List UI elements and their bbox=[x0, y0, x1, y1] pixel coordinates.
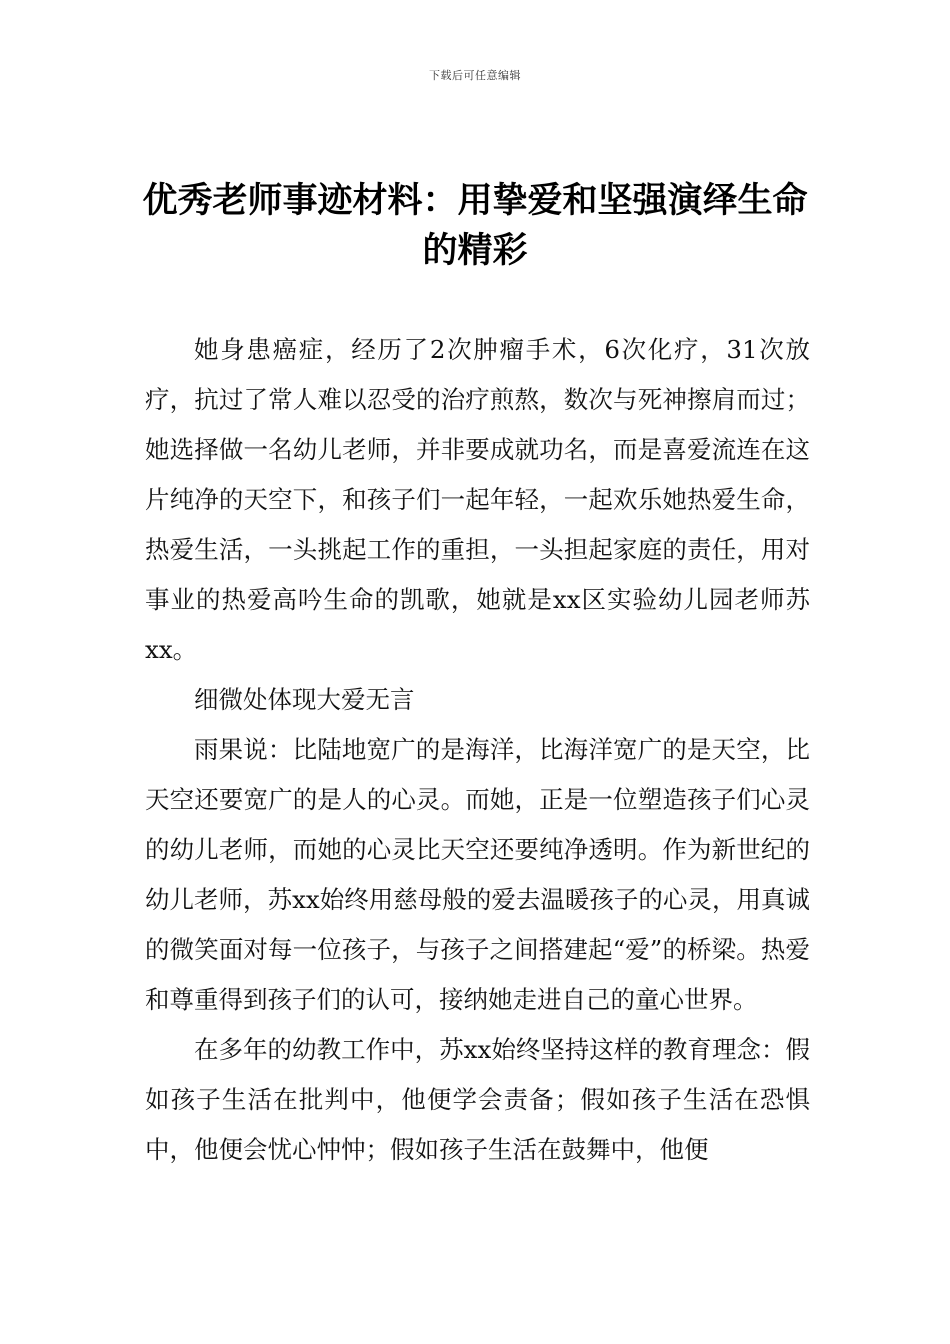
header-note: 下载后可任意编辑 bbox=[429, 69, 521, 82]
document-title: 优秀老师事迹材料：用挚爱和坚强演绎生命的精彩 bbox=[142, 181, 808, 271]
document-body bbox=[145, 325, 810, 1175]
section-heading: 细微处体现大爱无言 bbox=[194, 685, 415, 714]
paragraph-hugo: 雨果说：比陆地宽广的是海洋，比海洋宽广的是天空，比天空还要宽广的是人的心灵。而她，正是一位塑造孩子们心灵的幼儿老师，而她的心灵比天空还要纯净透明。作为新世纪的幼儿老师，苏xx始终用慈母般的爱去温暖孩子的心灵，用真诚的微笑面对每一位孩子，与孩子之间搭建起“爱”的桥梁。热爱和尊重得到孩子们的认可，接纳她走进自己的童心世界。 bbox=[145, 735, 810, 1014]
paragraph-philosophy: 在多年的幼教工作中，苏xx始终坚持这样的教育理念：假如孩子生活在批判中，他便学会责备；假如孩子生活在恐惧中，他便会忧心忡忡；假如孩子生活在鼓舞中，他便 bbox=[145, 1035, 810, 1164]
paragraph-intro: 她身患癌症，经历了2次肿瘤手术，6次化疗，31次放疗，抗过了常人难以忍受的治疗煎熬，数次与死神擦肩而过；她选择做一名幼儿老师，并非要成就功名，而是喜爱流连在这片纯净的天空下，和孩子们一起年轻，一起欢乐她热爱生命，热爱生活，一头挑起工作的重担，一头担起家庭的责任，用对事业的热爱高吟生命的凯歌，她就是xx区实验幼儿园老师苏xx。 bbox=[145, 335, 810, 664]
